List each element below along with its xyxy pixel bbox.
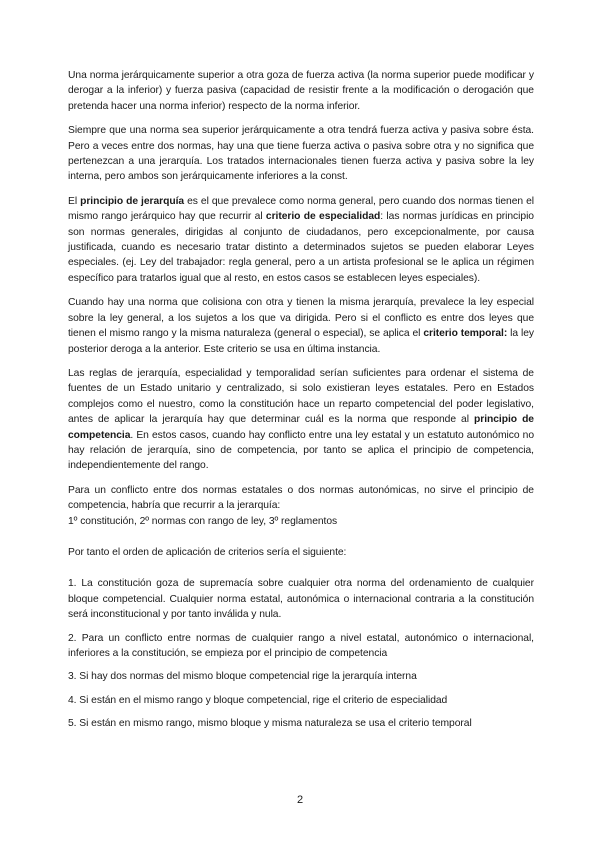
list-item-1: 1. La constitución goza de supremacía sobre cualquier otra norma del ordenamiento de cualquier bloque competencial. Cualquier norma estatal, autonómica o internacional contraria a la constitución será inconstitucional y por tanto inválida y nula. — [68, 578, 534, 621]
bold-term-criterio-especialidad: criterio de especialidad — [265, 211, 381, 223]
text-run: Cuando hay una norma que colisiona con otra y tienen la misma jerarquía, prevalece la ley especial sobre la ley general, a los sujetos a los que va dirigida. Pero si el conflicto es entre dos leyes que tienen el mismo rango y la misma naturaleza (general o especial), se aplica el — [68, 297, 534, 340]
hierarchy-order-line: 1º constitución, 2º normas con rango de ley, 3º reglamentos — [68, 515, 338, 527]
page-number: 2 — [296, 794, 304, 806]
text-run: la ley posterior deroga a la anterior. Este criterio se usa en última instancia. — [68, 328, 534, 355]
bold-term-criterio-temporal: criterio temporal: — [423, 328, 508, 340]
text-run: es el que prevalece como norma general, pero cuando dos normas tienen el mismo rango jerárquico hay que recurrir al — [68, 195, 535, 223]
paragraph-superioridad-jerarquica: Siempre que una norma sea superior jerárquicamente a otra tendrá fuerza activa y pasiva sobre ésta. Pero a veces entre dos normas, hay una que tiene fuerza activa o pasiva sobre otra y no significa que pertenezcan a una jerarquía. Los tratados internacionales tienen fuerza activa y pasiva sobre la ley interna, pero ambos son jerárquicamente inferiores a la const. — [68, 125, 534, 183]
paragraph-principio-competencia — [68, 366, 534, 474]
bold-term-principio-jerarquia: principio de jerarquía — [80, 195, 185, 207]
text-run: : las normas jurídicas en principio son normas generales, dirigidas al conjunto de ciudadanos, pero excepcionalmente, por causa justificada, cuando es necesario tratar distinto a determinados sujetos se pueden elaborar Leyes especiales. (ej. Ley del trabajador: regla general, pero a un artista profesional se le aplica un régimen específico para tratarlos igual que al resto, en estos casos se establecen leyes especiales). — [68, 211, 534, 284]
text-run: Las reglas de jerarquía, especialidad y temporalidad serían suficientes para ordenar el sistema de fuentes de un Estado unitario y centralizado, si solo existieran leyes estatales. Pero en Estados complejos como el nuestro, como la constitución hace un reparto competencial del poder legislativo, antes de aplicar la jerarquía hay que determinar cuál es la norma que responde al — [68, 367, 534, 426]
text-run: El — [68, 195, 81, 207]
list-item-4: 4. Si están en el mismo rango y bloque competencial, rige el criterio de especialidad — [68, 694, 448, 706]
paragraph-criterio-temporal — [68, 295, 534, 357]
paragraph-principio-jerarquia — [68, 194, 534, 286]
paragraph-conflicto-mismo-bloque — [68, 483, 534, 529]
list-item-3: 3. Si hay dos normas del mismo bloque competencial rige la jerarquía interna — [68, 671, 417, 683]
bold-term-principio-competencia: principio de competencia — [68, 414, 534, 441]
list-item-5: 5. Si están en mismo rango, mismo bloque y misma naturaleza se usa el criterio temporal — [68, 718, 472, 730]
paragraph-fuerza-activa-pasiva: Una norma jerárquicamente superior a otra goza de fuerza activa (la norma superior puede modificar y derogar a la inferior) y fuerza pasiva (capacidad de resistir frente a la modificación o derogación que pretenda hacer una norma inferior) respecto de la norma inferior. — [68, 70, 534, 112]
list-item-2: 2. Para un conflicto entre normas de cualquier rango a nivel estatal, autonómico o internacional, inferiores a la constitución, se empieza por el principio de competencia — [68, 632, 534, 659]
text-run: . En estos casos, cuando hay conflicto entre una ley estatal y un estatuto autonómico no hay relación de jerarquía, sino de competencia, por tanto se aplica el principio de competencia, independientemente del rango. — [68, 429, 534, 472]
paragraph-orden-aplicacion: Por tanto el orden de aplicación de criterios sería el siguiente: — [68, 546, 347, 558]
text-line: Para un conflicto entre dos normas estatales o dos normas autonómicas, no sirve el principio de competencia, habría que recurrir a la jerarquía: — [68, 484, 534, 512]
